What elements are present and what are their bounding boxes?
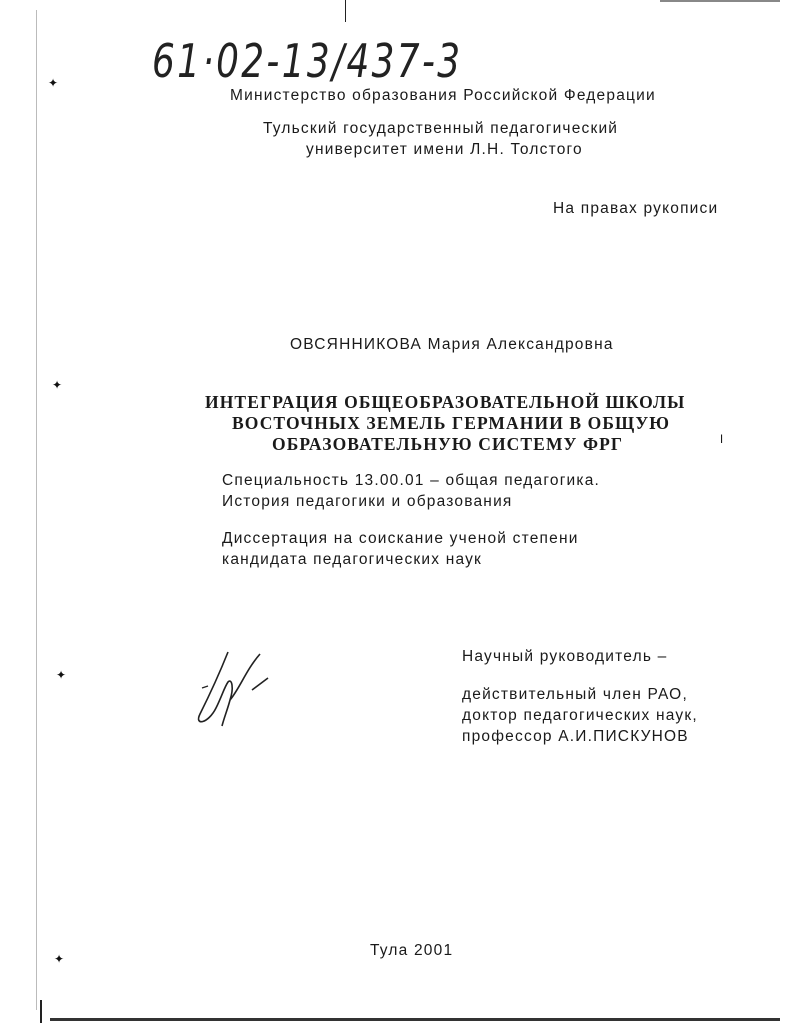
- university-line-1: Тульский государственный педагогический: [263, 120, 619, 137]
- scan-speck: ǀ: [720, 432, 724, 446]
- signature: [190, 648, 280, 733]
- city-year: Тула 2001: [370, 942, 454, 959]
- dissertation-line-1: Диссертация на соискание ученой степени: [222, 530, 579, 547]
- supervisor-label: Научный руководитель –: [462, 648, 668, 665]
- specialty-line-1: Специальность 13.00.01 – общая педагогика.: [222, 472, 601, 489]
- scan-edge-top: [345, 0, 346, 22]
- scan-speck: ✦: [56, 668, 67, 682]
- supervisor-line-2: доктор педагогических наук,: [462, 707, 698, 724]
- scan-edge-top-right: [660, 0, 780, 2]
- title-line-2: ВОСТОЧНЫХ ЗЕМЕЛЬ ГЕРМАНИИ В ОБЩУЮ: [232, 413, 671, 433]
- specialty-line-2: История педагогики и образования: [222, 493, 513, 510]
- scan-edge-left: [36, 10, 37, 1010]
- supervisor-line-1: действительный член РАО,: [462, 686, 688, 703]
- title-line-1: ИНТЕГРАЦИЯ ОБЩЕОБРАЗОВАТЕЛЬНОЙ ШКОЛЫ: [205, 392, 686, 412]
- author-name: ОВСЯННИКОВА Мария Александровна: [290, 336, 614, 353]
- scan-edge-left-mark: [40, 1000, 42, 1023]
- scan-speck: ✦: [48, 76, 59, 90]
- ministry-line: Министерство образования Российской Федерации: [230, 87, 656, 104]
- dissertation-line-2: кандидата педагогических наук: [222, 551, 483, 568]
- scan-speck: ✦: [52, 378, 63, 392]
- title-line-3: ОБРАЗОВАТЕЛЬНУЮ СИСТЕМУ ФРГ: [272, 434, 624, 454]
- handwritten-archive-code: 61·02-13/437-3: [152, 34, 463, 88]
- manuscript-rights: На правах рукописи: [553, 200, 719, 217]
- university-line-2: университет имени Л.Н. Толстого: [306, 141, 583, 158]
- scan-speck: ✦: [54, 952, 65, 966]
- scan-edge-bottom: [50, 1018, 780, 1021]
- supervisor-line-3: профессор А.И.ПИСКУНОВ: [462, 728, 689, 745]
